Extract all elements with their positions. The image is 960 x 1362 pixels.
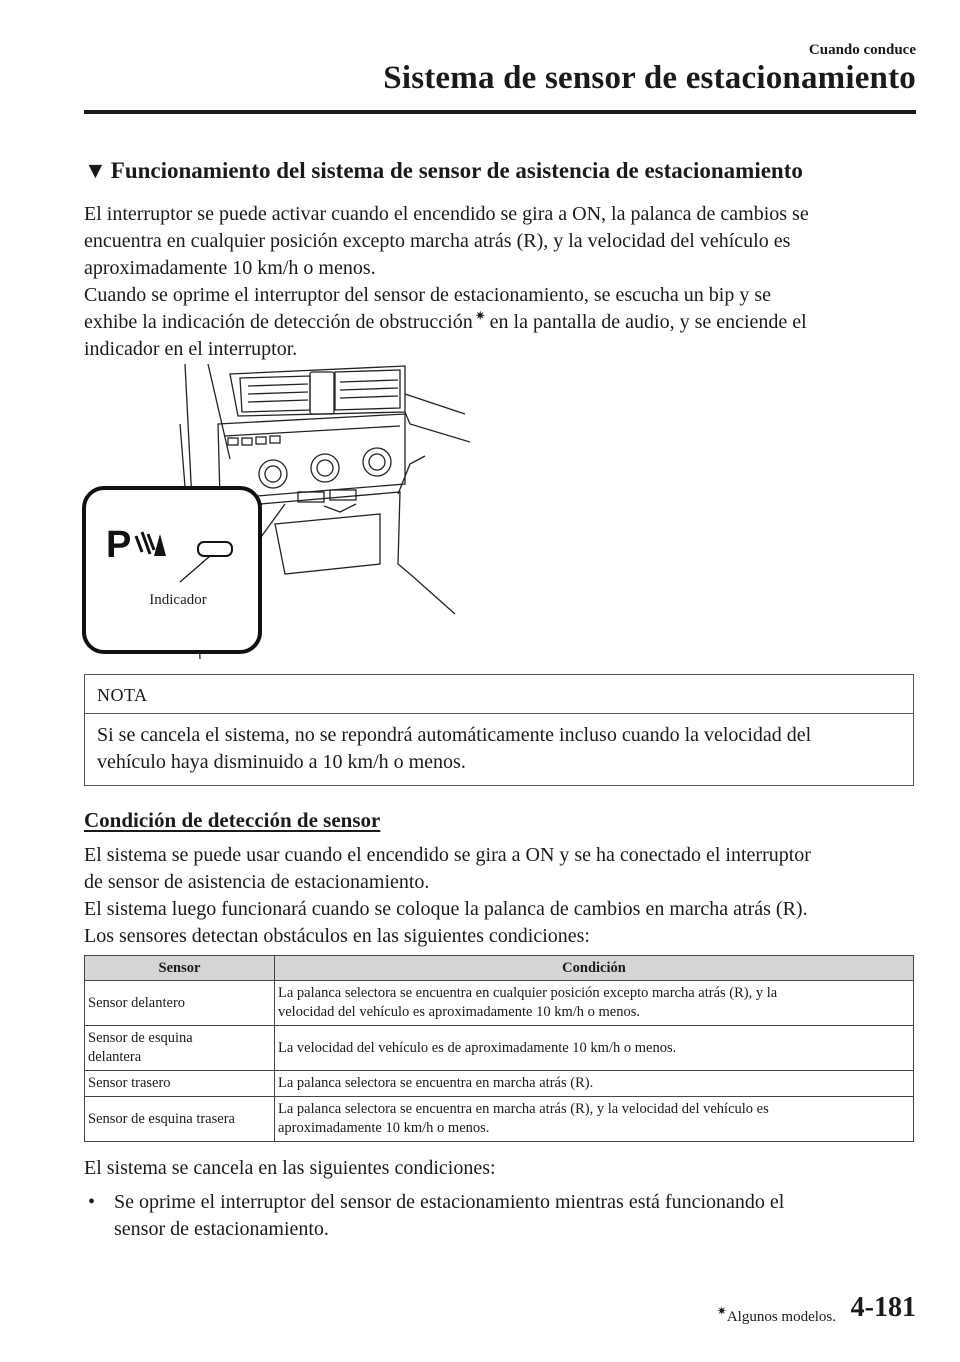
section-heading-text: Funcionamiento del sistema de sensor de asistencia de estacionamiento bbox=[110, 158, 803, 183]
asterisk-icon: ✷ bbox=[474, 308, 486, 324]
page-number: 4-181 bbox=[850, 1292, 916, 1323]
table-cell: Sensor delantero bbox=[85, 981, 275, 1026]
text-line: delantera bbox=[88, 1049, 142, 1065]
text-line: vehículo haya disminuido a 10 km/h o menos. bbox=[97, 751, 466, 773]
conditions-paragraph bbox=[84, 842, 916, 950]
indicator-label: Indicador bbox=[149, 592, 207, 608]
footnote-text: Algunos modelos. bbox=[726, 1309, 836, 1325]
table-cell bbox=[275, 1097, 914, 1142]
text-line: El interruptor se puede activar cuando el encendido se gira a ON, la palanca de cambios se bbox=[84, 203, 809, 225]
text-line: Se oprime el interruptor del sensor de estacionamiento mientras está funcionando el bbox=[114, 1191, 785, 1213]
table-row bbox=[85, 1026, 914, 1071]
text-line: aproximadamente 10 km/h o menos. bbox=[278, 1120, 490, 1136]
table-row bbox=[85, 1071, 914, 1097]
text-line: La palanca selectora se encuentra en marcha atrás (R), y la velocidad del vehículo es bbox=[278, 1101, 769, 1117]
asterisk-icon: ✷ bbox=[716, 1304, 727, 1318]
note-body bbox=[85, 714, 913, 776]
text-line: El sistema se puede usar cuando el encendido se gira a ON y se ha conectado el interruptor bbox=[84, 844, 811, 866]
text-line: Si se cancela el sistema, no se repondrá automáticamente incluso cuando la velocidad del bbox=[97, 724, 812, 746]
text-line: velocidad del vehículo es aproximadamente 10 km/h o menos. bbox=[278, 1004, 640, 1020]
text-line: Sensor de esquina bbox=[88, 1030, 193, 1046]
cancel-intro: El sistema se cancela en las siguientes condiciones: bbox=[84, 1157, 496, 1179]
table-header-row bbox=[85, 956, 914, 981]
footnote bbox=[717, 1304, 836, 1326]
intro-paragraph bbox=[84, 201, 916, 363]
note-label: NOTA bbox=[85, 675, 913, 714]
text-line: de sensor de asistencia de estacionamiento. bbox=[84, 871, 430, 893]
bullet-item bbox=[88, 1189, 918, 1243]
text-line: El sistema luego funcionará cuando se coloque la palanca de cambios en marcha atrás (R). bbox=[84, 898, 808, 920]
page-title: Sistema de sensor de estacionamiento bbox=[383, 60, 916, 96]
note-box bbox=[84, 674, 914, 786]
sensor-conditions-table bbox=[84, 955, 914, 1142]
text-line: aproximadamente 10 km/h o menos. bbox=[84, 257, 376, 279]
table-row bbox=[85, 1097, 914, 1142]
table-cell bbox=[85, 1026, 275, 1071]
text-line: Cuando se oprime el interruptor del sensor de estacionamiento, se escucha un bip y se bbox=[84, 284, 772, 306]
bullet-icon: • bbox=[88, 1191, 96, 1213]
section-heading bbox=[84, 158, 803, 184]
text-line bbox=[84, 309, 916, 336]
table-cell bbox=[275, 981, 914, 1026]
table-cell: Sensor de esquina trasera bbox=[85, 1097, 275, 1142]
table-header-sensor: Sensor bbox=[85, 956, 275, 981]
text-line: Los sensores detectan obstáculos en las siguientes condiciones: bbox=[84, 925, 590, 947]
switch-p-letter: P bbox=[106, 524, 132, 566]
text-line: sensor de estacionamiento. bbox=[114, 1218, 329, 1240]
table-cell: Sensor trasero bbox=[85, 1071, 275, 1097]
bullet-text bbox=[114, 1189, 918, 1243]
table-header-condition: Condición bbox=[275, 956, 914, 981]
table-cell: La velocidad del vehículo es de aproximadamente 10 km/h o menos. bbox=[275, 1026, 914, 1071]
text-fragment: en la pantalla de audio, y se enciende el bbox=[489, 311, 807, 333]
header-chapter: Cuando conduce bbox=[808, 42, 916, 58]
table-cell: La palanca selectora se encuentra en marcha atrás (R). bbox=[275, 1071, 914, 1097]
text-line: encuentra en cualquier posición excepto marcha atrás (R), y la velocidad del vehículo es bbox=[84, 230, 791, 252]
text-line: indicador en el interruptor. bbox=[84, 338, 298, 360]
text-line: La palanca selectora se encuentra en cualquier posición excepto marcha atrás (R), y la bbox=[278, 985, 778, 1001]
text-fragment: exhibe la indicación de detección de obstrucción bbox=[84, 311, 473, 333]
header-rule bbox=[84, 110, 916, 114]
triangle-marker-icon: ▼ bbox=[84, 158, 107, 183]
table-row bbox=[85, 981, 914, 1026]
conditions-heading: Condición de detección de sensor bbox=[84, 808, 381, 832]
dashboard-illustration bbox=[80, 364, 470, 660]
